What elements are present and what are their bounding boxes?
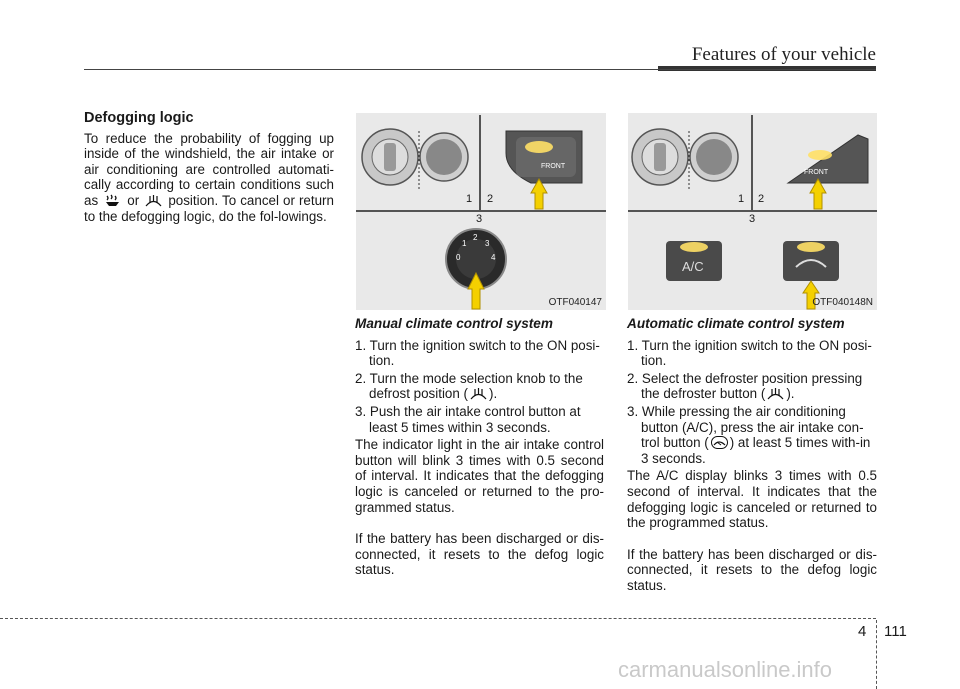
automatic-steps bbox=[627, 338, 877, 467]
manual-step-1: 1. Turn the ignition switch to the ON posi-tion. bbox=[355, 337, 600, 369]
automatic-title: Automatic climate control system bbox=[627, 316, 845, 331]
figure-label-2: 2 bbox=[758, 193, 765, 205]
intro-paragraph bbox=[84, 131, 334, 225]
footer-rule bbox=[0, 618, 876, 619]
defrost-icon bbox=[145, 194, 162, 207]
automatic-climate-column bbox=[627, 316, 877, 594]
automatic-paragraph-1: The A/C display blinks 3 times with 0.5 second of interval. It indicates that the defogging logic is canceled or returned to the programmed status. bbox=[627, 468, 877, 531]
knob-number-0: 0 bbox=[456, 253, 461, 262]
intro-text-b: position. To cancel or return to the defogging logic, do the fol-lowings. bbox=[84, 192, 334, 224]
manual-title: Manual climate control system bbox=[355, 316, 553, 331]
floor-defrost-icon bbox=[104, 194, 121, 207]
knob-number-4: 4 bbox=[491, 253, 496, 262]
manual-climate-column bbox=[355, 316, 604, 578]
figure-label-3: 3 bbox=[476, 213, 483, 225]
automatic-figure-illustration bbox=[628, 113, 877, 310]
defrost-icon bbox=[767, 387, 784, 400]
figure-code: OTF040147 bbox=[548, 297, 602, 308]
figure-code: OTF040148N bbox=[812, 297, 873, 308]
section-heading: Defogging logic bbox=[84, 110, 194, 126]
knob-number-1: 1 bbox=[462, 239, 467, 248]
manual-steps bbox=[355, 338, 604, 436]
automatic-step-3-text-b: ) at least 5 times with-in 3 seconds. bbox=[641, 435, 871, 466]
automatic-step-2-text-b: ). bbox=[786, 386, 795, 402]
chapter-number: 4 bbox=[858, 623, 867, 640]
automatic-step-2-text-a: 2. Select the defroster position pressing the defroster button ( bbox=[627, 370, 863, 402]
knob-number-3: 3 bbox=[485, 239, 490, 248]
automatic-step-3 bbox=[627, 404, 877, 466]
automatic-paragraph-2: If the battery has been discharged or dis-connected, it resets to the defog logic status. bbox=[627, 546, 877, 593]
automatic-climate-figure bbox=[628, 113, 877, 310]
defogging-intro-column bbox=[84, 111, 334, 224]
manual-paragraph-2: If the battery has been discharged or dis-connected, it resets to the defog logic status. bbox=[355, 531, 604, 578]
front-button-label: FRONT bbox=[804, 169, 829, 176]
defrost-icon bbox=[470, 387, 487, 400]
figure-label-1: 1 bbox=[738, 193, 745, 205]
manual-step-2 bbox=[355, 371, 604, 402]
ac-button-label: A/C bbox=[682, 259, 704, 274]
watermark: carmanualsonline.info bbox=[618, 657, 833, 682]
automatic-step-3-text-a: 3. While pressing the air conditioning button (A/C), press the air intake con-trol button ( bbox=[627, 403, 864, 451]
automatic-step-2 bbox=[627, 371, 877, 402]
figure-label-2: 2 bbox=[487, 193, 494, 205]
front-button-label: FRONT bbox=[541, 163, 566, 170]
air-intake-icon bbox=[711, 436, 728, 449]
footer-divider bbox=[876, 620, 877, 689]
figure-label-1: 1 bbox=[466, 193, 473, 205]
intro-or: or bbox=[127, 192, 140, 208]
manual-paragraph-1: The indicator light in the air intake control button will blink 3 times with 0.5 second of interval. It indicates that the defogging logic is canceled or returned to the pro-grammed status. bbox=[355, 437, 604, 515]
knob-number-2: 2 bbox=[473, 233, 478, 242]
header-rule bbox=[84, 69, 876, 70]
manual-step-2-text-a: 2. Turn the mode selection knob to the defrost position ( bbox=[355, 370, 583, 402]
page-number: 111 bbox=[884, 623, 907, 640]
automatic-step-1: 1. Turn the ignition switch to the ON posi-tion. bbox=[627, 337, 872, 369]
manual-step-3: 3. Push the air intake control button at least 5 times within 3 seconds. bbox=[355, 403, 581, 435]
page-header-title: Features of your vehicle bbox=[691, 44, 876, 65]
manual-figure-illustration bbox=[356, 113, 606, 310]
manual-step-2-text-b: ). bbox=[489, 386, 498, 402]
manual-climate-figure bbox=[356, 113, 606, 310]
intro-text-a: To reduce the probability of fogging up inside of the windshield, the air intake or air conditioning are controlled automati-cally according to certain conditions such as bbox=[84, 130, 334, 208]
figure-label-3: 3 bbox=[749, 213, 756, 225]
